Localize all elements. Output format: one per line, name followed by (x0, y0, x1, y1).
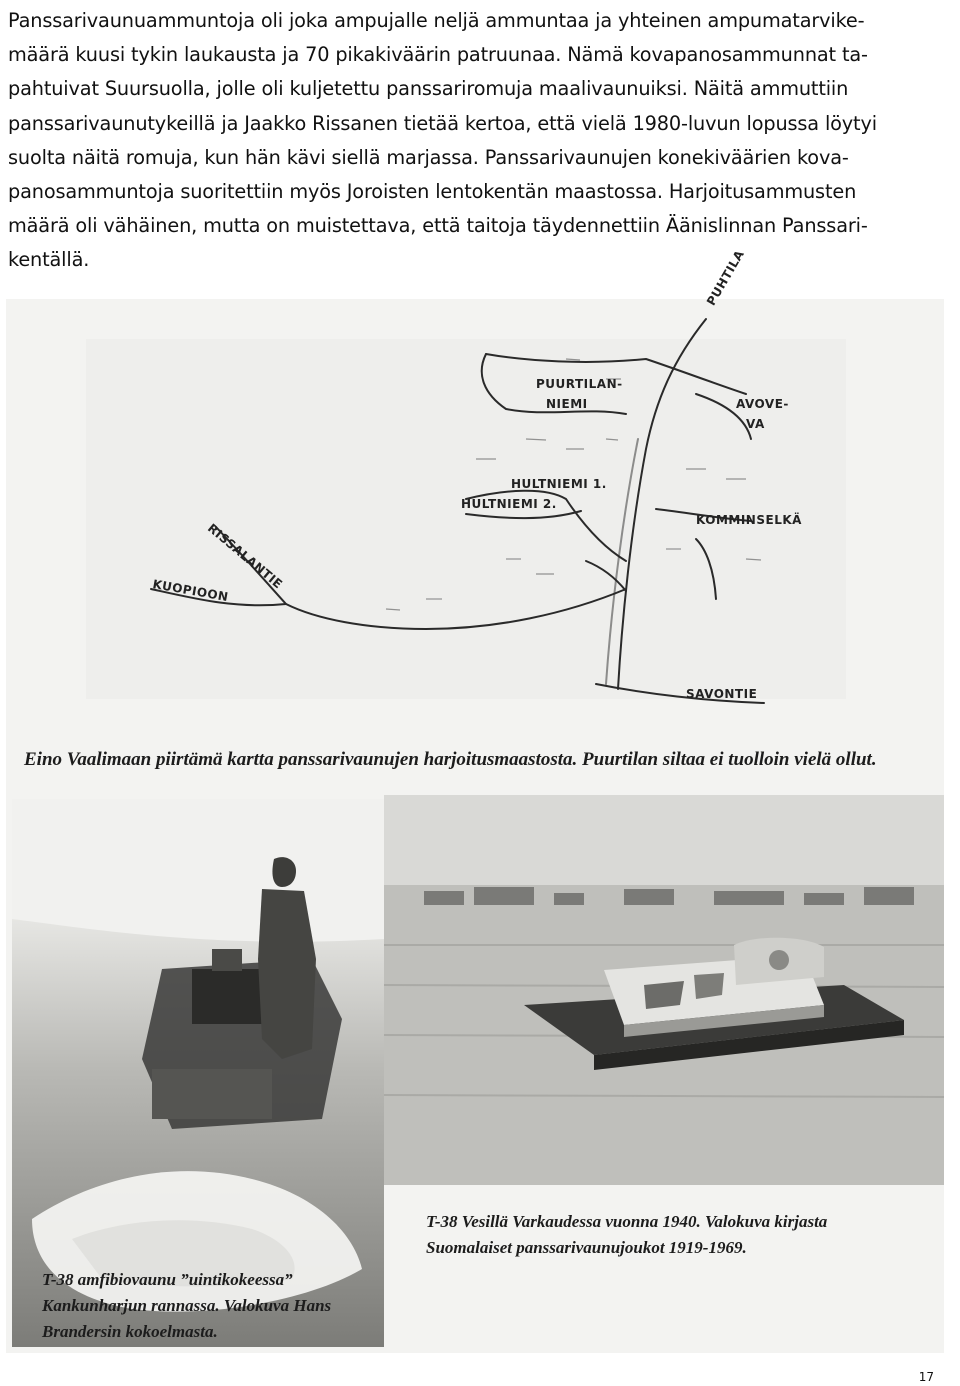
map-caption: Eino Vaalimaan piirtämä kartta panssarivaunujen harjoitusmaastosta. Puurtilan siltaa ei tuolloin vielä ollut. (24, 749, 877, 770)
map-label-avovesi: AVOVE- (736, 397, 789, 411)
body-line: määrä oli vähäinen, mutta on muistettava, että taitoja täydennettiin Äänislinnan Panssari- (8, 214, 868, 238)
photo-left-caption (42, 1267, 382, 1345)
map-label-kuopioon: KUOPIOON (151, 577, 230, 605)
photo-right-caption-line: T-38 Vesillä Varkaudessa vuonna 1940. Valokuva kirjasta (426, 1212, 828, 1231)
map-label-avovesi-2: VA (746, 417, 765, 431)
photo-tank-on-water-image (384, 795, 944, 1185)
body-line: kentällä. (8, 248, 90, 272)
page-number: 17 (918, 1370, 934, 1384)
body-line: Panssarivaunuammuntoja oli joka ampujalle neljä ammuntaa ja yhteinen ampumatarvike- (8, 9, 865, 32)
body-line: panssarivaunutykeillä ja Jaakko Rissanen tietää kertoa, että vielä 1980-luvun lopussa löytyi (8, 111, 877, 135)
body-line: määrä kuusi tykin laukausta ja 70 pikakiväärin patruunaa. Nämä kovapanosammunnat ta- (8, 43, 868, 67)
map-label-rissalantie: RISSALANTIE (205, 521, 286, 592)
map-label-puurtilanniemi: PUURTILAN- (536, 377, 623, 391)
map-label-hultniemi-1: HULTNIEMI 1. (511, 477, 607, 491)
photo-right-caption-line: Suomalaiset panssarivaunujoukot 1919-1969. (426, 1238, 747, 1257)
body-line: pahtuivat Suursuolla, jolle oli kuljetettu panssariromuja maalivaunuiksi. Näitä ammuttiin (8, 77, 849, 101)
body-line: suolta näitä romuja, kun hän kävi siellä marjassa. Panssarivaunujen konekiväärien kova- (8, 145, 849, 169)
photo-left-caption-line: Brandersin kokoelmasta. (42, 1322, 218, 1341)
body-paragraph (8, 4, 958, 278)
map-label-komminselka: KOMMINSELKÄ (696, 513, 802, 527)
body-line: panosammuntoja suoritettiin myös Joroisten lentokentän maastossa. Harjoitusammusten (8, 180, 857, 204)
map-sketch (6, 299, 944, 739)
photo-left-caption-line: T-38 amfibiovaunu ”uintikokeessa” (42, 1270, 293, 1289)
photo-left-caption-line: Kankunharjun rannassa. Valokuva Hans (42, 1296, 332, 1315)
photo-amphibious-tank (12, 799, 384, 1347)
photo-right-caption (426, 1209, 926, 1261)
photo-tank-on-water (384, 795, 944, 1185)
map-label-puhtila: PUHTILA (704, 247, 747, 308)
map-label-hultniemi-2: HULTNIEMI 2. (461, 497, 557, 511)
map-label-savontie: SAVONTIE (686, 687, 758, 701)
map-label-niemi: NIEMI (546, 397, 588, 411)
photo-amphibious-tank-image (12, 799, 384, 1347)
